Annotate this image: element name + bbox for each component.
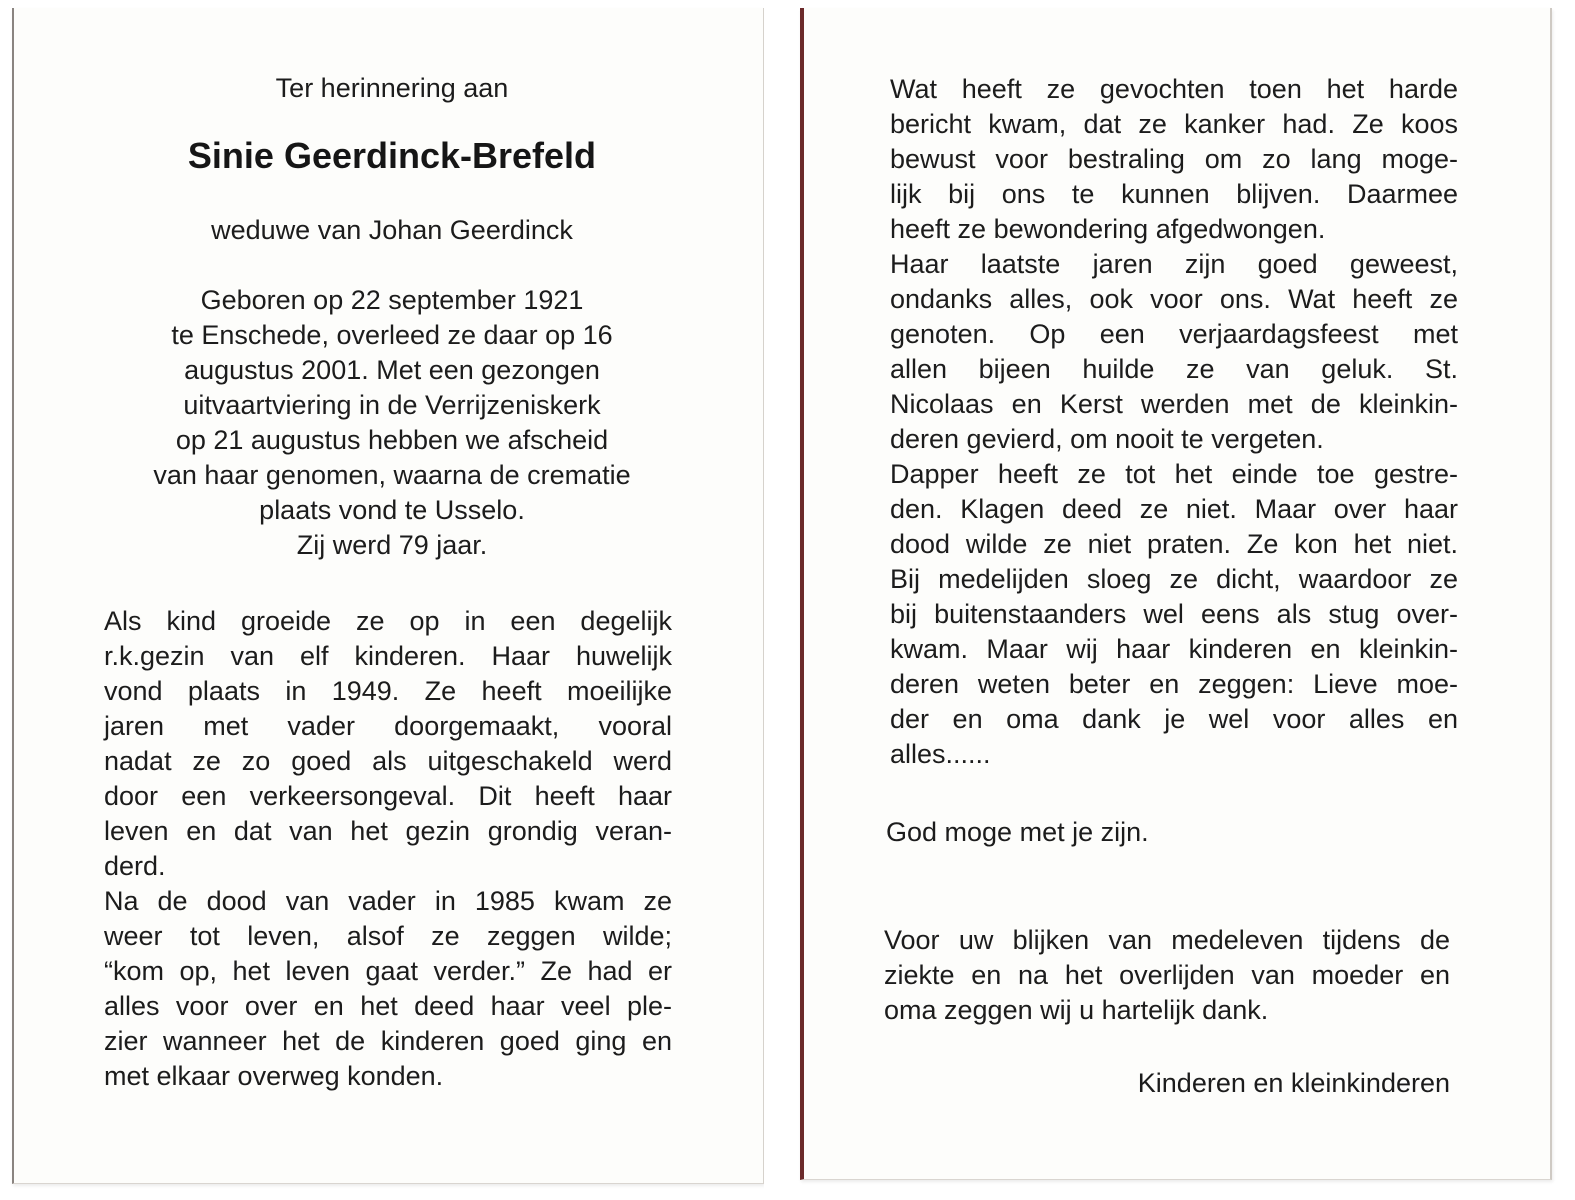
birth-line: uitvaartviering in de Verrijzeniskerk: [183, 390, 601, 420]
life-story-right: [890, 72, 1458, 772]
story-line: nadat ze zo goed als uitgeschakeld werd: [104, 746, 672, 776]
birth-death-details: [112, 283, 672, 563]
birth-line: augustus 2001. Met een gezongen: [184, 355, 600, 385]
story-line: zier wanneer het de kinderen goed ging en: [104, 1026, 672, 1056]
story-line: ondanks alles, ook voor ons. Wat heeft ze: [890, 284, 1458, 314]
thanks-line: ziekte en na het overlijden van moeder en: [884, 960, 1450, 990]
story-line: dood wilde ze niet praten. Ze kon het niet.: [890, 529, 1458, 559]
story-line: heeft ze bewondering afgedwongen.: [890, 214, 1326, 244]
widow-of-text: weduwe van Johan Geerdinck: [211, 215, 573, 245]
life-story-left: [104, 604, 672, 1094]
page-gutter: [764, 0, 800, 1200]
story-line: Na de dood van vader in 1985 kwam ze: [104, 886, 672, 916]
birth-line: van haar genomen, waarna de crematie: [153, 460, 631, 490]
story-line: lijk bij ons te kunnen blijven. Daarmee: [890, 179, 1458, 209]
story-line: bericht kwam, dat ze kanker had. Ze koos: [890, 109, 1458, 139]
birth-line: Geboren op 22 september 1921: [200, 285, 584, 315]
story-line: bij buitenstaanders wel eens als stug over-: [890, 599, 1458, 629]
intro-text: Ter herinnering aan: [275, 73, 509, 103]
story-line: der en oma dank je wel voor alles en: [890, 704, 1458, 734]
story-line: deren gevierd, om nooit te vergeten.: [890, 424, 1324, 454]
story-line: bewust voor bestraling om zo lang moge-: [890, 144, 1458, 174]
story-line: vond plaats in 1949. Ze heeft moeilijke: [104, 676, 672, 706]
thanks-line: oma zeggen wij u hartelijk dank.: [884, 995, 1269, 1025]
story-line: alles voor over en het deed haar veel ple-: [104, 991, 672, 1021]
signature-text: Kinderen en kleinkinderen: [1137, 1068, 1450, 1098]
story-line: weer tot leven, alsof ze zeggen wilde;: [104, 921, 672, 951]
story-line: Nicolaas en Kerst werden met de kleinkin-: [890, 389, 1458, 419]
story-line: genoten. Op een verjaardagsfeest met: [890, 319, 1458, 349]
story-line: Bij medelijden sloeg ze dicht, waardoor ze: [890, 564, 1458, 594]
birth-line: Zij werd 79 jaar.: [296, 530, 488, 560]
blessing-text: God moge met je zijn.: [886, 817, 1149, 847]
story-line: kwam. Maar wij haar kinderen en kleinkin-: [890, 634, 1458, 664]
thanks-paragraph: [884, 923, 1450, 1028]
story-line: “kom op, het leven gaat verder.” Ze had er: [104, 956, 672, 986]
story-line: alles......: [890, 739, 991, 769]
deceased-name: Sinie Geerdinck-Brefeld: [187, 135, 597, 176]
story-line: Als kind groeide ze op in een degelijk: [104, 606, 672, 636]
story-line: door een verkeersongeval. Dit heeft haar: [104, 781, 672, 811]
thanks-line: Voor uw blijken van medeleven tijdens de: [884, 925, 1450, 955]
story-line: den. Klagen deed ze niet. Maar over haar: [890, 494, 1458, 524]
story-line: r.k.gezin van elf kinderen. Haar huwelijk: [104, 641, 672, 671]
story-line: Dapper heeft ze tot het einde toe gestre-: [890, 459, 1458, 489]
story-line: jaren met vader doorgemaakt, vooral: [104, 711, 672, 741]
story-line: allen bijeen huilde ze van geluk. St.: [890, 354, 1458, 384]
story-line: derd.: [104, 851, 166, 881]
story-line: leven en dat van het gezin grondig veran-: [104, 816, 672, 846]
story-line: Wat heeft ze gevochten toen het harde: [890, 74, 1458, 104]
birth-line: plaats vond te Usselo.: [259, 495, 525, 525]
story-line: met elkaar overweg konden.: [104, 1061, 444, 1091]
story-line: deren weten beter en zeggen: Lieve moe-: [890, 669, 1458, 699]
story-line: Haar laatste jaren zijn goed geweest,: [890, 249, 1458, 279]
birth-line: op 21 augustus hebben we afscheid: [175, 425, 609, 455]
birth-line: te Enschede, overleed ze daar op 16: [171, 320, 613, 350]
